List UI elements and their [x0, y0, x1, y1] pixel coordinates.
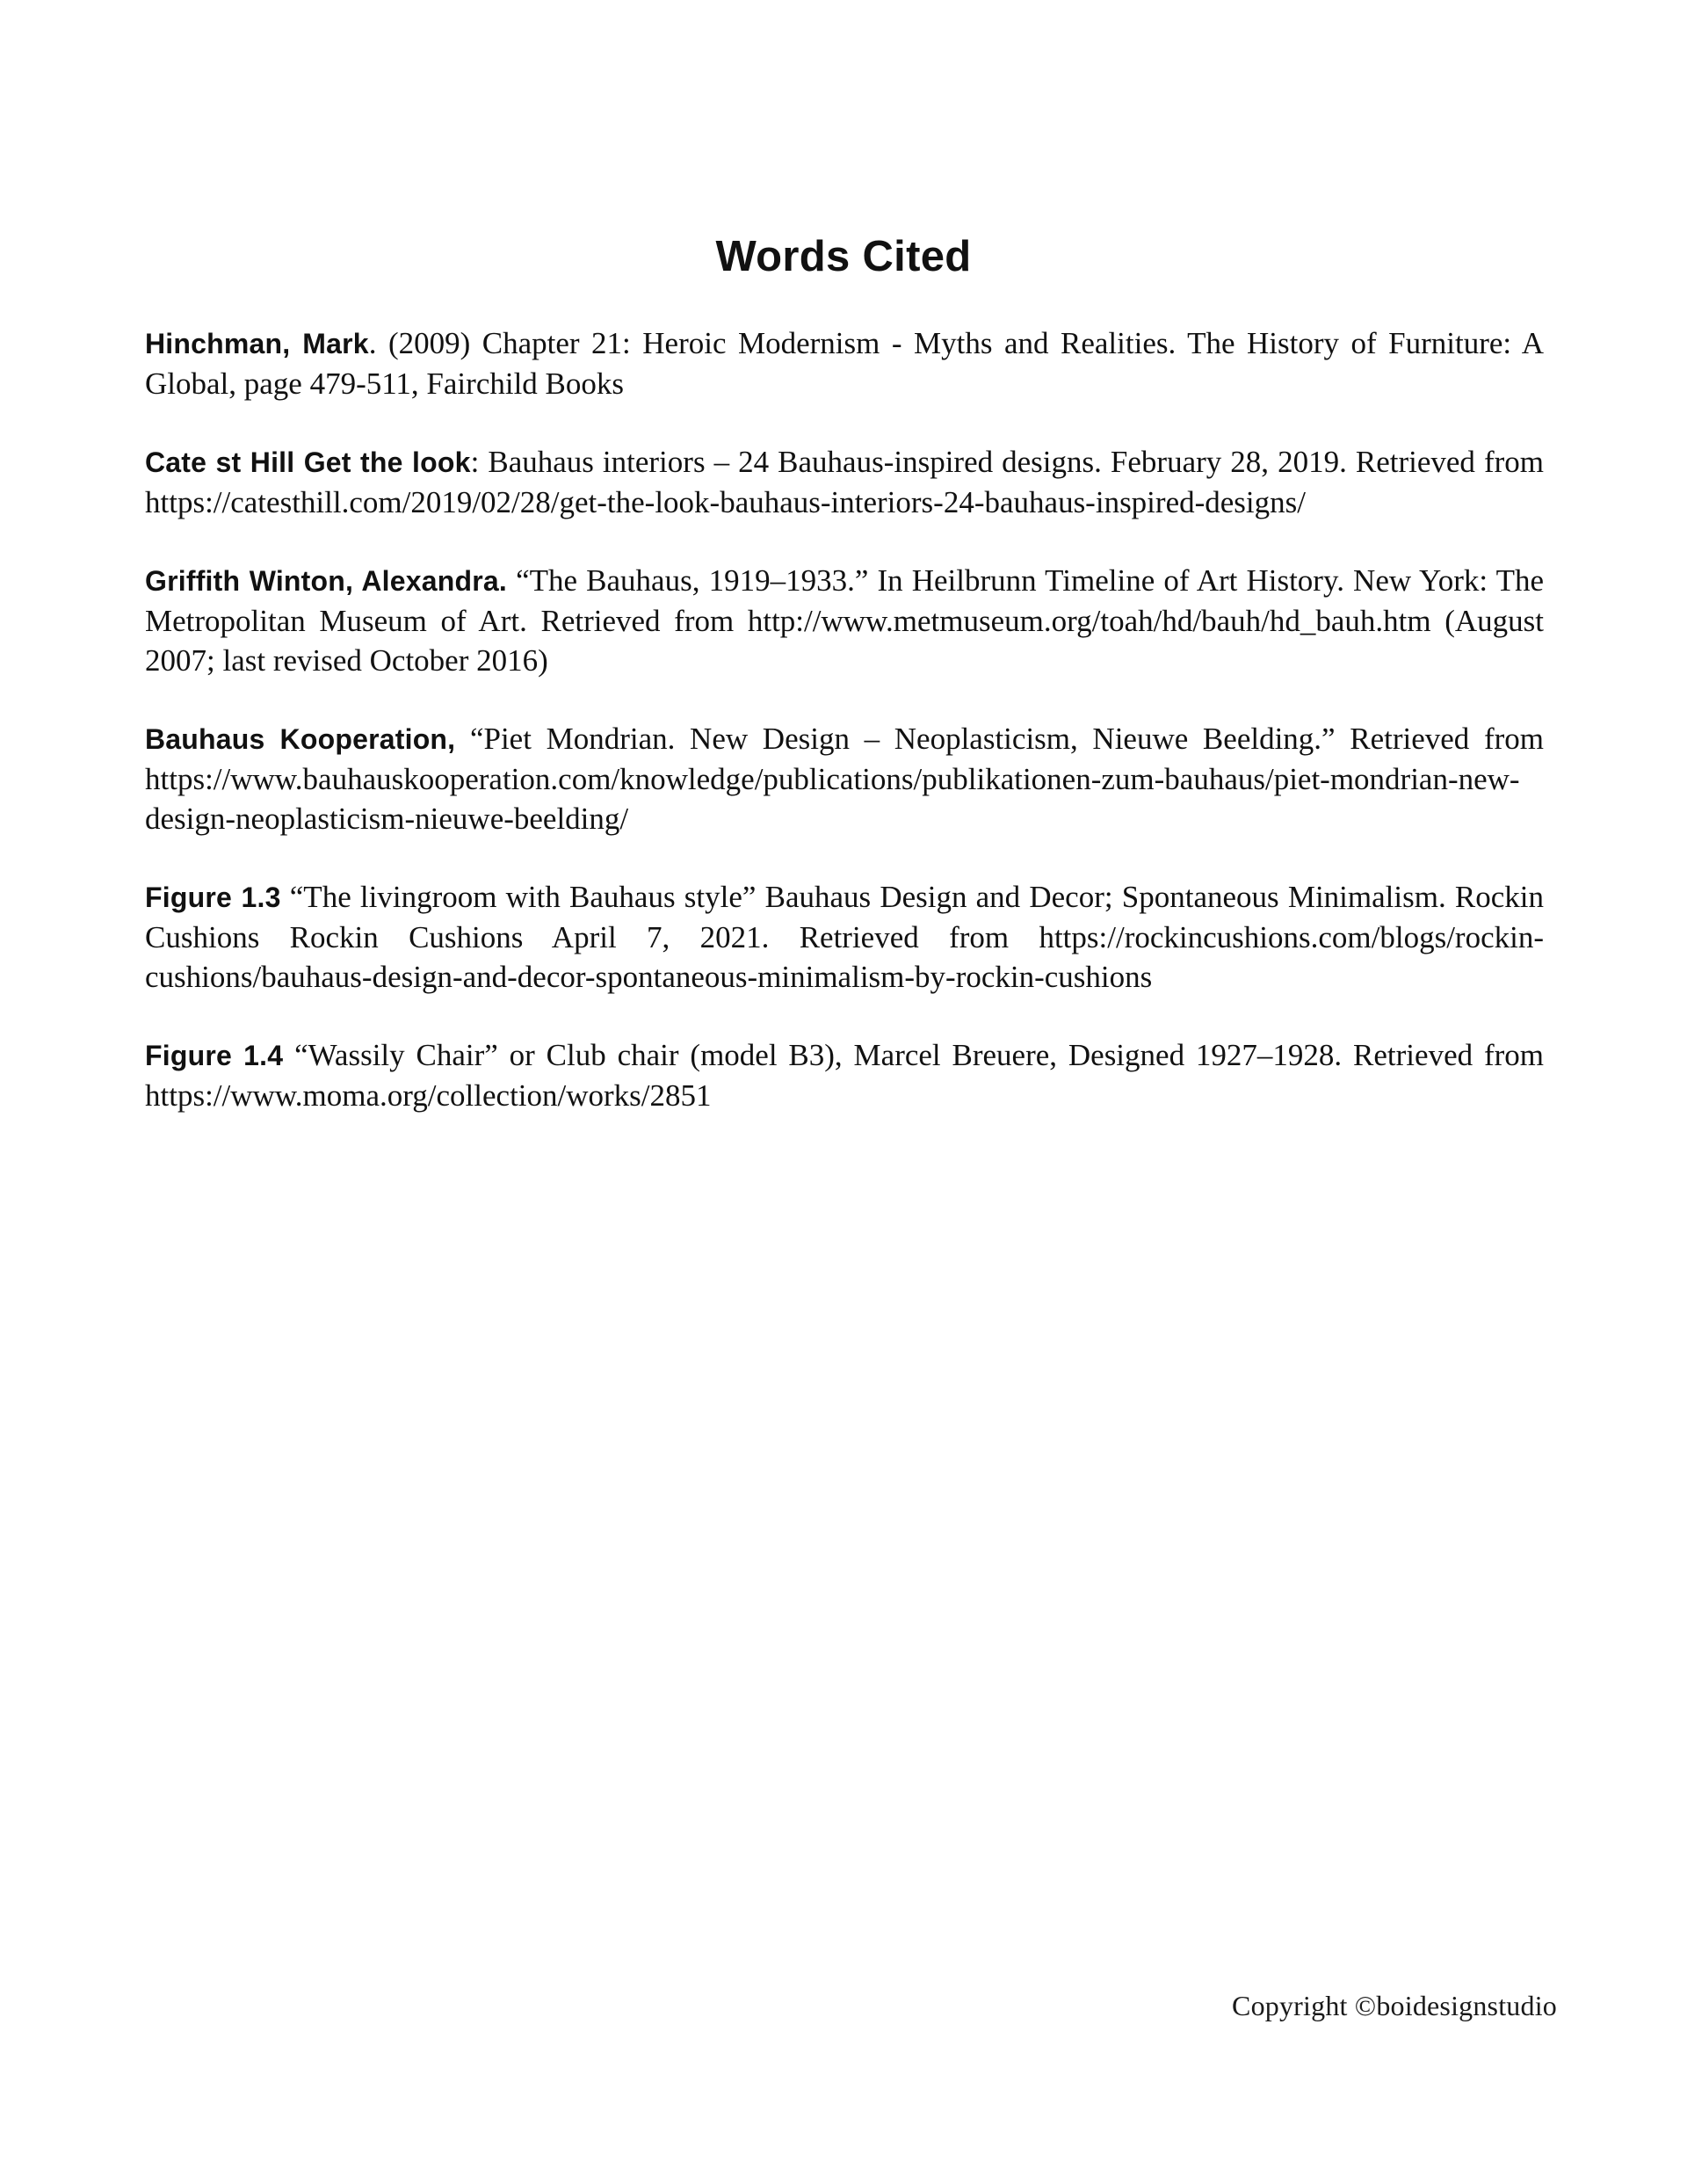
reference-author: Bauhaus Kooperation,: [145, 723, 456, 755]
reference-text: “Piet Mondrian. New Design – Neoplasticism, Nieuwe Beelding.” Retrieved from https://www.bauhauskooperation.com/knowledge/publications/publikationen-zum-bauhaus/piet-mondrian-new-design-neoplasticism-nieuwe-beelding/: [145, 722, 1544, 836]
reference-text: : Bauhaus interiors – 24 Bauhaus-inspired designs. February 28, 2019. Retrieved from https://catesthill.com/2019/02/28/get-the-look-bauhaus-interiors-24-bauhaus-inspired-designs/: [145, 445, 1544, 519]
reference-author: Hinchman, Mark: [145, 328, 369, 359]
figure-label: Figure 1.3: [145, 882, 281, 913]
copyright-notice: Copyright ©boidesignstudio: [1232, 1990, 1557, 2021]
reference-item-3: [145, 561, 1544, 680]
reference-text: . (2009) Chapter 21: Heroic Modernism - Myths and Realities. The History of Furniture: A Global, page 479-511, Fairchild Books: [145, 326, 1544, 401]
reference-item-2: [145, 442, 1544, 522]
reference-text: “Wassily Chair” or Club chair (model B3), Marcel Breuere, Designed 1927–1928. Retrieved from https://www.moma.org/collection/works/2851: [145, 1038, 1544, 1113]
reference-text: “The livingroom with Bauhaus style” Bauhaus Design and Decor; Spontaneous Minimalism. Rockin Cushions Rockin Cushions April 7, 2021. Retrieved from https://rockincushions.com/blogs/rockin-cushions/bauhaus-design-and-decor-spontaneous-minimalism-by-rockin-cushions: [145, 880, 1545, 994]
reference-item-4: [145, 719, 1544, 838]
references-list: [145, 323, 1544, 1154]
figure-label: Figure 1.4: [145, 1040, 284, 1071]
reference-author: Griffith Winton, Alexandra.: [145, 565, 507, 597]
reference-item-1: [145, 323, 1544, 403]
reference-item-6: [145, 1035, 1544, 1115]
page-title: Words Cited: [715, 233, 972, 280]
reference-author: Cate st Hill Get the look: [145, 446, 471, 478]
reference-text: “The Bauhaus, 1919–1933.” In Heilbrunn Timeline of Art History. New York: The Metropolitan Museum of Art. Retrieved from http://www.metmuseum.org/toah/hd/bauh/hd_bauh.htm (August 2007; last revised October 2016): [145, 563, 1545, 678]
reference-item-5: [145, 877, 1544, 997]
